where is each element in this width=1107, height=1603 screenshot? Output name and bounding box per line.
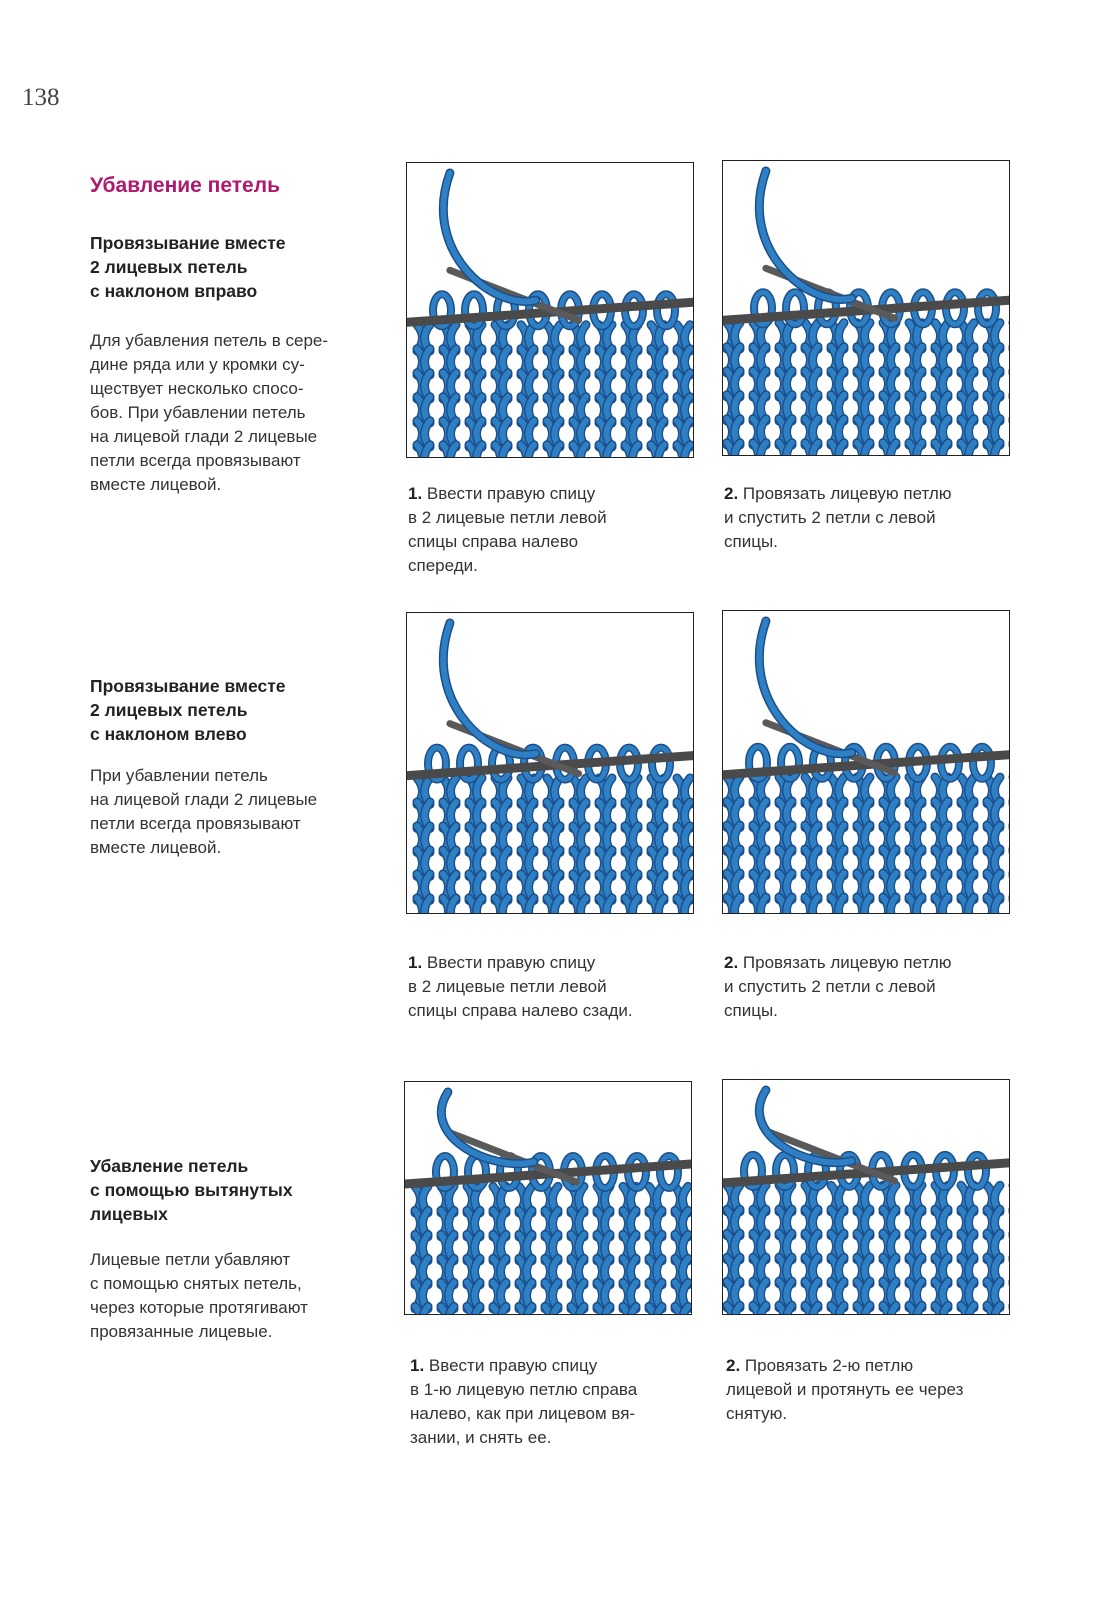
caption-s2-step1: 1. Ввести правую спицу в 2 лицевые петли левой спицы справа налево сзади. bbox=[408, 953, 633, 1020]
working-yarn bbox=[759, 1090, 851, 1163]
illustration-s1-step1 bbox=[406, 162, 694, 458]
section-title: Убавление петель bbox=[90, 174, 280, 197]
working-yarn bbox=[759, 621, 851, 754]
caption-s1-step1: 1. Ввести правую спицу в 2 лицевые петли левой спицы справа налево спереди. bbox=[408, 484, 607, 575]
illustration-s2-step2 bbox=[722, 610, 1010, 914]
caption-s2-step2: 2. Провязать лицевую петлю и спустить 2 петли с левой спицы. bbox=[724, 953, 952, 1020]
section-1-body: Для убавления петель в сере- дине ряда или у кромки су- ществует несколько спосо- бов. При убавлении петель на лицевой глади 2 лицевые петли всегда провязывают вместе лицевой. bbox=[90, 331, 329, 494]
section-2-heading: Провязывание вместе 2 лицевых петель с наклоном влево bbox=[90, 676, 286, 744]
section-1-heading: Провязывание вместе 2 лицевых петель с наклоном вправо bbox=[90, 233, 286, 301]
working-yarn bbox=[443, 623, 535, 755]
caption-s3-step1: 1. Ввести правую спицу в 1-ю лицевую петлю справа налево, как при лицевом вя- зании, и снять ее. bbox=[410, 1356, 638, 1447]
illustration-s3-step2 bbox=[722, 1079, 1010, 1315]
page-number: 138 bbox=[22, 84, 60, 111]
caption-s1-step2: 2. Провязать лицевую петлю и спустить 2 петли с левой спицы. bbox=[724, 484, 952, 551]
illustration-s2-step1 bbox=[406, 612, 694, 914]
working-yarn bbox=[441, 1092, 533, 1164]
caption-s3-step2: 2. Провязать 2-ю петлю лицевой и протянуть ее через снятую. bbox=[726, 1356, 964, 1423]
illustration-s1-step2 bbox=[722, 160, 1010, 456]
illustration-s3-step1 bbox=[404, 1081, 692, 1315]
section-3-heading: Убавление петель с помощью вытянутых лицевых bbox=[90, 1156, 293, 1224]
section-3-body: Лицевые петли убавляют с помощью снятых петель, через которые протягивают провязанные лицевые. bbox=[90, 1250, 308, 1341]
section-2-body: При убавлении петель на лицевой глади 2 лицевые петли всегда провязывают вместе лицевой. bbox=[90, 766, 318, 857]
